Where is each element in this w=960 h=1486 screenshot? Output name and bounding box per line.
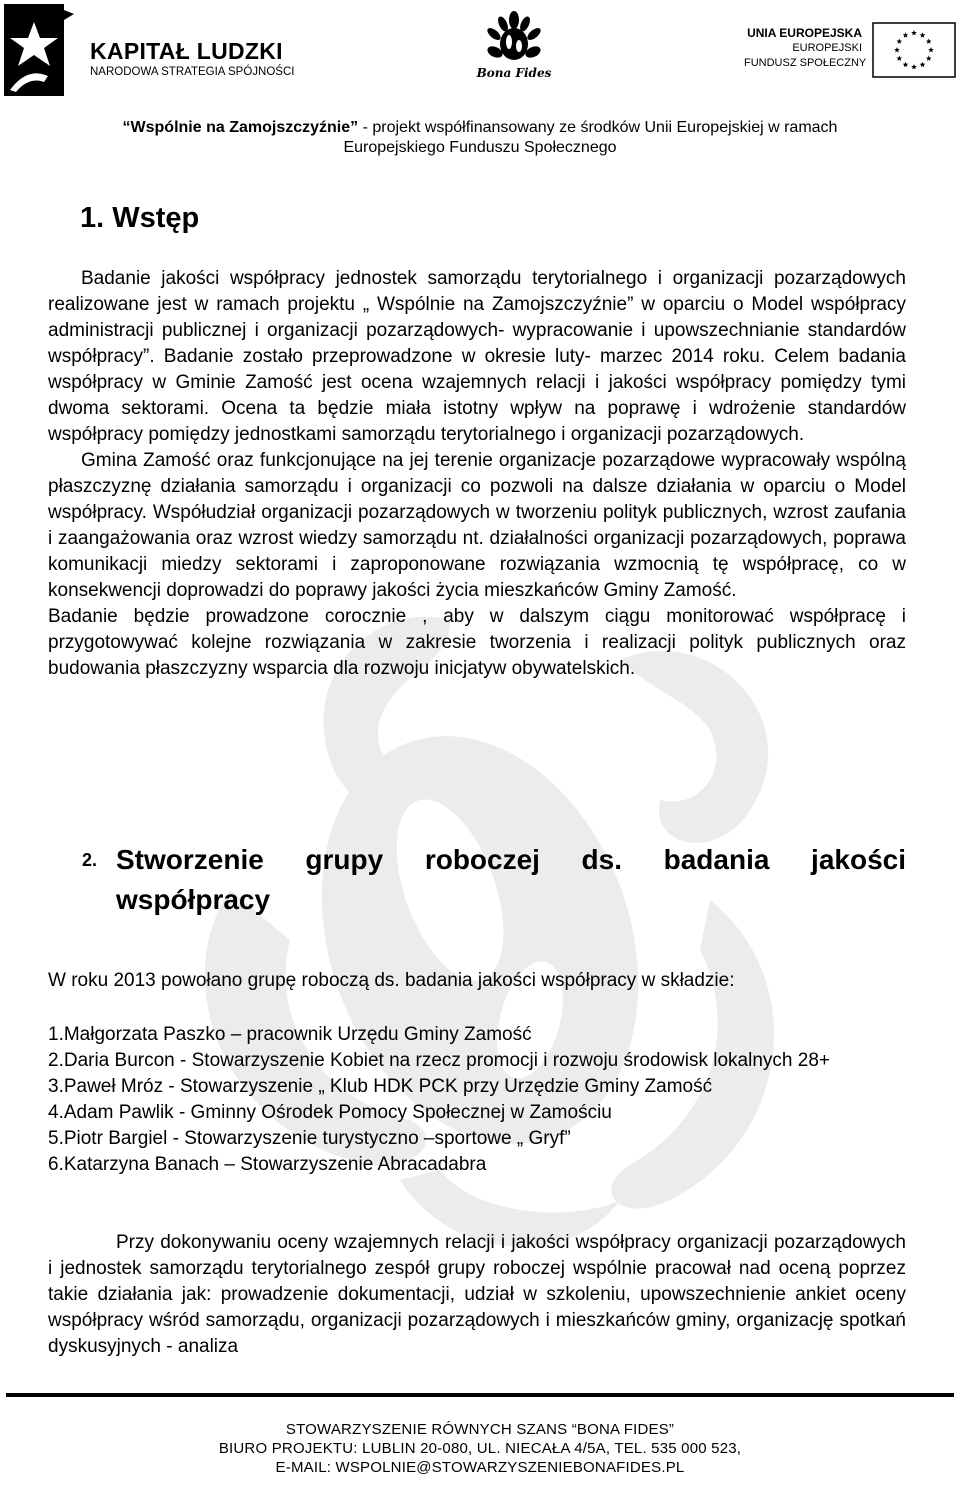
- bona-fides-flower-icon: [481, 10, 547, 66]
- section-1-paragraph-2: Gmina Zamość oraz funkcjonujące na jej terenie organizacje pozarządowe wypracowały wspólną płaszczyznę działania samorządu i organizacji co pozwoli na dalsze działania w oparciu o Model współpracy. Współudział organizacji pozarządowych w tworzeniu polityk publicznych, wzrost zaufania i zaangażowania oraz wzrost wiedzy samorządu nt. działalności organizacji pozarządowych, poprawa komunikacji miedzy sektorami i zaproponowane rozwiązania wzmocnią tę współpracę, co w konsekwencji doprowadzi do poprawy jakości życia mieszkańców Gminy Zamość.: [48, 450, 906, 601]
- section-1-paragraph-1: Badanie jakości współpracy jednostek samorządu terytorialnego i organizacji pozarządowych realizowane jest w ramach projektu „ Wspólnie na Zamojszczyźnie” w oparciu o Model współpracy administracji publicznej i organizacji pozarządowych- wypracowanie i upowszechnianie standardów współpracy”. Badanie zostało przeprowadzone w okresie luty- marzec 2014 roku. Celem badania współpracy w Gminie Zamość jest ocena wzajemnych relacji i jakości współpracy pomiędzy tymi dwoma sektorami. Ocena ta będzie miała istotny wpływ na poprawę i wdrożenie standardów współpracy pomiędzy jednostkami samorządu terytorialnego i organizacji pozarządowych.: [48, 268, 906, 445]
- star-figure-icon: [4, 4, 74, 96]
- closing-paragraph: Przy dokonywaniu oceny wzajemnych relacji i jakości współpracy organizacji pozarządowych i jednostek samorządu terytorialnego zespół grupy roboczej wspólnie pracował nad oceną poprzez takie działania jak: prowadzenie dokumentacji, udział w szkoleniu, upowszechnienie ankiet oceny współpracy wśród samorządu, organizacji pozarządowych i mieszkańców gminy, organizację spotkań dyskusyjnych - analiza: [48, 1232, 906, 1357]
- eu-logo-line3: FUNDUSZ SPOŁECZNY: [744, 57, 867, 69]
- bona-fides-logo: [474, 10, 554, 86]
- list-item: 2.Daria Burcon - Stowarzyszenie Kobiet na rzecz promocji i rozwoju środowisk lokalnych 28+: [48, 1050, 830, 1071]
- footer: [0, 1420, 960, 1477]
- list-item: 6.Katarzyna Banach – Stowarzyszenie Abracadabra: [48, 1154, 487, 1175]
- list-item: 1.Małgorzata Paszko – pracownik Urzędu Gminy Zamość: [48, 1024, 532, 1045]
- section-2-closing: [48, 1230, 906, 1360]
- tagline-line2: Europejskiego Funduszu Społecznego: [343, 139, 617, 156]
- working-group-intro: W roku 2013 powołano grupę roboczą ds. badania jakości współpracy w składzie:: [48, 970, 735, 991]
- footer-divider: [6, 1393, 954, 1397]
- section-2-heading: [82, 840, 906, 920]
- project-tagline: [60, 118, 900, 158]
- section-2-heading-line2: współpracy: [116, 884, 271, 915]
- section-1-paragraph-3: Badanie będzie prowadzone corocznie , aby w dalszym ciągu monitorować współpracę i przygotowywać kolejne rozwiązania w zakresie tworzenia i realizacji polityk publicznych oraz budowania płaszczyzny wsparcia dla rozwoju inicjatyw obywatelskich.: [48, 606, 906, 679]
- eu-logo: [744, 22, 956, 80]
- working-group-list: [48, 1022, 906, 1178]
- footer-line2: BIURO PROJEKTU: LUBLIN 20-080, UL. NIECAŁA 4/5A, TEL. 535 000 523,: [218, 1440, 742, 1457]
- tagline-text: - projekt współfinansowany ze środków Unii Europejskiej w ramach: [358, 119, 838, 136]
- footer-line3: E-MAIL: WSPOLNIE@STOWARZYSZENIEBONAFIDES.PL: [275, 1459, 685, 1476]
- eu-logo-line1: UNIA EUROPEJSKA: [747, 26, 862, 40]
- list-item: 5.Piotr Bargiel - Stowarzyszenie turystyczno –sportowe „ Gryf”: [48, 1128, 571, 1149]
- eu-flag-stars-icon: [872, 22, 956, 78]
- section-1-body: [48, 266, 906, 682]
- section-2-heading-line1: Stworzenie grupy roboczej ds. badania jakości: [116, 844, 906, 875]
- bona-fides-logo-text: Bona Fides: [476, 66, 552, 80]
- kapital-ludzki-logo: [4, 4, 304, 96]
- list-item: 4.Adam Pawlik - Gminny Ośrodek Pomocy Społecznej w Zamościu: [48, 1102, 612, 1123]
- kapital-ludzki-subtitle: NARODOWA STRATEGIA SPÓJNOŚCI: [90, 66, 295, 78]
- tagline-project-name: “Wspólnie na Zamojszczyźnie”: [122, 119, 359, 136]
- kapital-ludzki-title: KAPITAŁ LUDZKI: [90, 38, 283, 64]
- section-1-heading: 1. Wstęp: [80, 202, 200, 234]
- footer-line1: STOWARZYSZENIE RÓWNYCH SZANS “BONA FIDES”: [285, 1421, 675, 1438]
- list-item: 3.Paweł Mróz - Stowarzyszenie „ Klub HDK PCK przy Urzędzie Gminy Zamość: [48, 1076, 713, 1097]
- eu-logo-line2: EUROPEJSKI: [792, 42, 862, 54]
- section-2-number: 2.: [82, 850, 98, 870]
